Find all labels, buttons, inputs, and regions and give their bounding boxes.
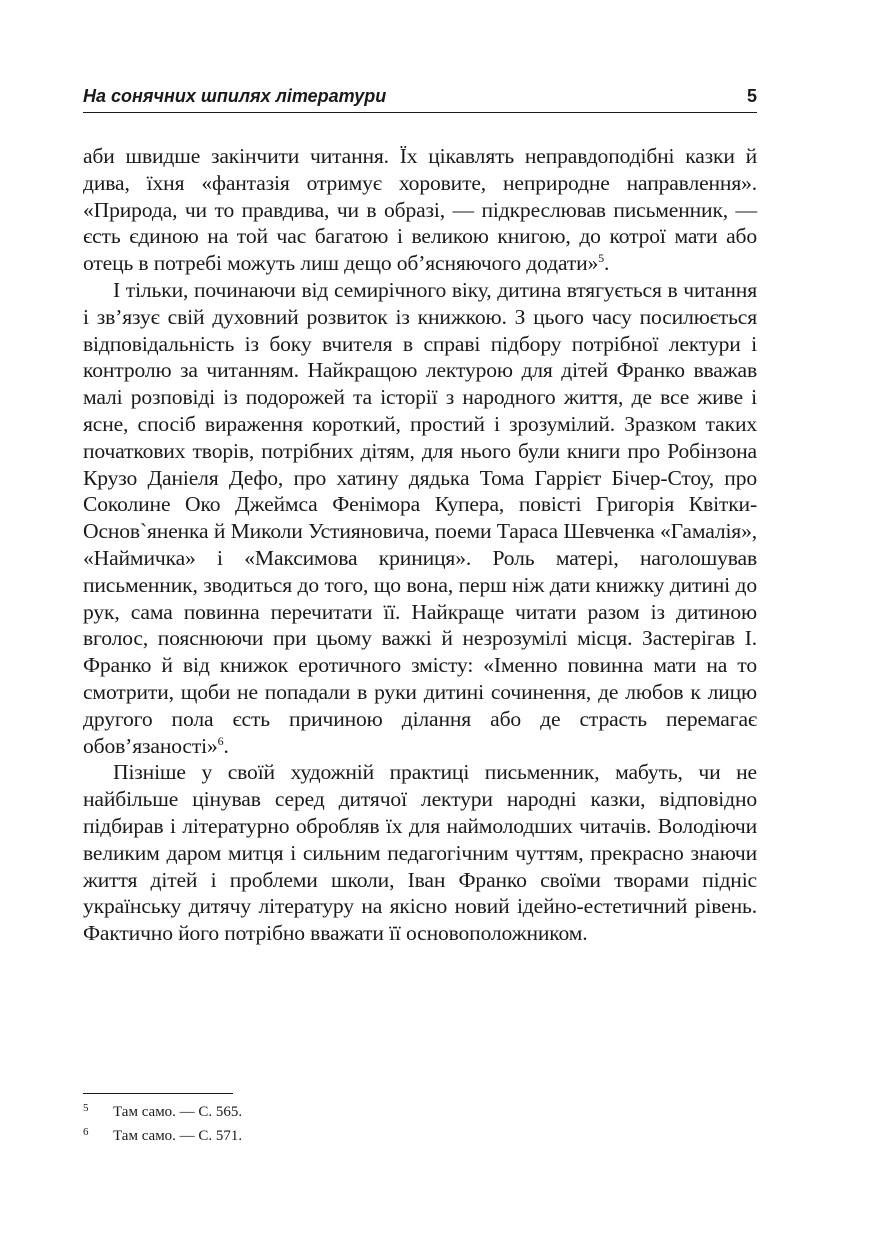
paragraph-3: Пізніше у своїй художній практиці письменник, мабуть, чи не найбільше цінував серед дитячої лектури народні казки, відповідно підбирав і літературно обробляв їх для наймолодших читачів. Володіючи великим даром митця і сильним педагогічним чуттям, прекрасно знаючи життя дітей і проблеми школи, Іван Франко своїми творами підніс українську дитячу літературу на якісно новий ідейно-естетичний рівень. Фактично його потрібно вважати її основоположником. [83, 760, 757, 946]
footnote-ref-6: 6 [217, 733, 224, 748]
paragraph-2-text: І тільки, починаючи від семирічного віку, дитина втягується в читання і зв’язує свій духовний розвиток із книжкою. З цього часу посилюється відповідальність із боку вчителя в справі підбору потрібної лектури і контролю за читанням. Найкращою лектурою для дітей Франко вважав малі розповіді із подорожей та історії з народного життя, де все живе і ясне, спосіб вираження короткий, простий і зрозумілий. Зразком таких початкових творів, потрібних дітям, для нього були книги про Робінзона Крузо Даніеля Дефо, про хатину дядька Тома Гаррієт Бічер-Стоу, про Соколине Око Джеймса Фенімора Купера, повісті Григорія Квітки-Основ`яненка й Миколи Устияновича, поеми Тараса Шевченка «Гамалія», «Наймичка» і «Максимова криниця». Роль матері, наголошував письменник, зводиться до того, що вона, перш ніж дати книжку дитині до рук, сама повинна перечитати її. Найкраще читати разом із дитиною вголос, пояснюючи при цьому важкі й незрозумілі місця. Застерігав І. Франко й від книжок еротичного змісту: «Іменно повинна мати на то смотрити, щоби не попадали в руки дитині сочинення, де любов к лицю другого пола єсть причиною ділання або де страсть перемагає обов’язаності» [83, 277, 757, 758]
footnote-divider [83, 1093, 233, 1094]
running-title: На сонячних шпилях літератури [83, 86, 387, 106]
footnote-item [83, 1100, 757, 1124]
paragraph-2 [83, 277, 757, 759]
main-text [83, 143, 757, 947]
paragraph-1-end: . [604, 251, 610, 276]
running-header [83, 84, 757, 113]
paragraph-1-text: аби швидше закінчити читання. Їх цікавлять неправдоподібні казки й дива, їхня «фантазія отримує хоровите, неприродне направлення». «Природа, чи то правдива, чи в образі, — підкреслював письменник, — єсть єдиною на той час багатою і великою книгою, до котрої мати або отець в потребі можуть лиш дещо об’ясняючого додати» [83, 144, 757, 276]
footnote-mark: 5 [83, 1102, 89, 1114]
footnote-item [83, 1124, 757, 1148]
paragraph-2-end: . [223, 733, 229, 758]
footnote-text: Там само. — С. 571. [113, 1128, 243, 1144]
footnote-ref-5: 5 [598, 251, 605, 266]
footnotes [83, 1100, 757, 1148]
page-number: 5 [746, 86, 757, 106]
footnote-text: Там само. — С. 565. [113, 1104, 243, 1120]
paragraph-1 [83, 143, 757, 277]
footnote-mark: 6 [83, 1126, 89, 1138]
